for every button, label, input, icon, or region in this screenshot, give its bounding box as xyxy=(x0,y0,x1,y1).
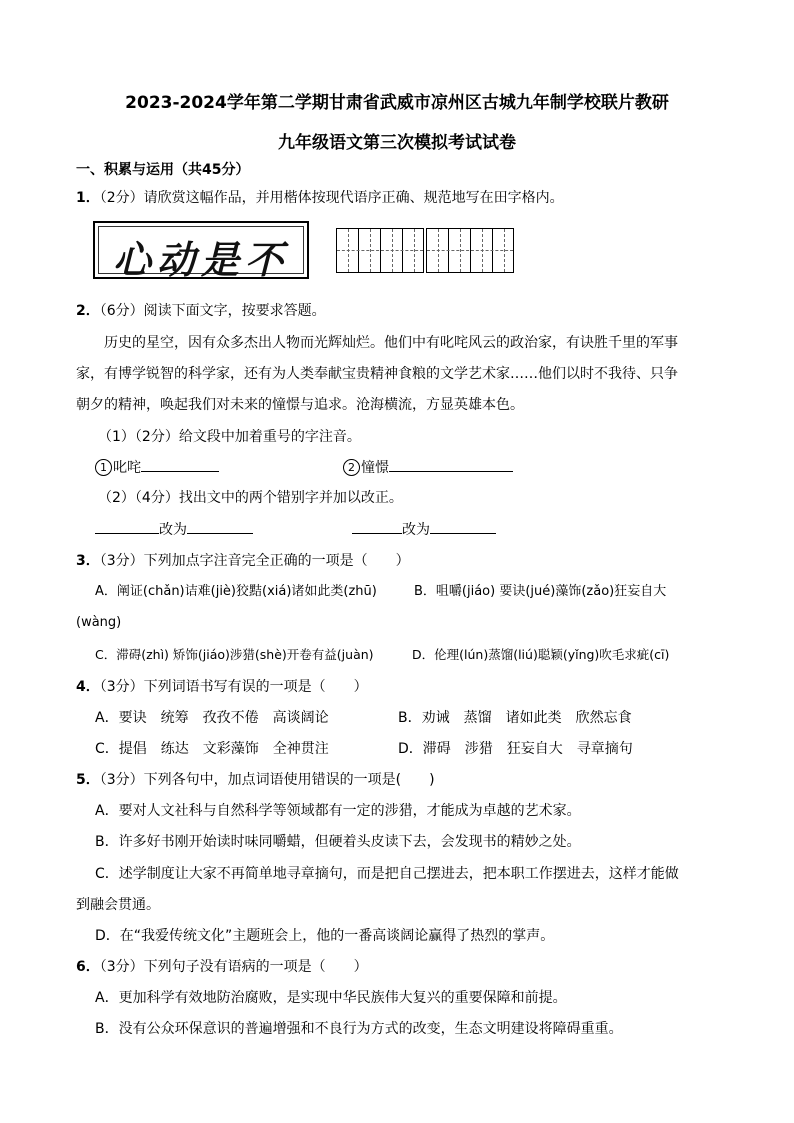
answer-blank[interactable] xyxy=(389,457,513,472)
calligraphy-image xyxy=(93,221,309,279)
question-number: 6． xyxy=(76,959,100,975)
circled-number: 1 xyxy=(95,459,112,476)
option-c[interactable]: C．滞碍(zhì) 矫饰(jiáo)涉猎(shè)开卷有益(juàn) xyxy=(95,647,374,662)
question-text: （3分）下列句子没有语病的一项是（ ） xyxy=(99,959,368,975)
option-c[interactable]: C．述学制度让大家不再简单地寻章摘句，而是把自己摆进去，把本职工作摆进去，这样才能做 xyxy=(95,866,679,882)
option-a[interactable]: A．要对人文社科与自然科学等领域都有一定的涉猎，才能成为卓越的艺术家。 xyxy=(95,803,581,819)
answer-blank[interactable] xyxy=(187,519,253,534)
question-3 xyxy=(76,551,410,571)
subquestion-1: （1）（2分）给文段中加着重号的字注音。 xyxy=(98,429,361,445)
question-text: （3分）下列加点字注音完全正确的一项是（ ） xyxy=(99,553,410,569)
option-a[interactable]: A．阐证(chǎn)诘难(jiè)狡黠(xiá)诸如此类(zhū) xyxy=(95,584,377,599)
section-heading: 一、积累与运用（共45分） xyxy=(76,162,250,178)
tianzige-grid-2[interactable] xyxy=(426,228,514,273)
question-text: （3分）下列词语书写有误的一项是（ ） xyxy=(99,679,368,695)
option-b[interactable]: B．劝诫 蒸馏 诸如此类 欣然忘食 xyxy=(398,710,632,726)
option-b-continued: (wàng) xyxy=(76,615,122,630)
pinyin-item-1 xyxy=(95,457,219,478)
passage-line-2: 家，有博学锐智的科学家，还有为人类奉献宝贵精神食粮的文学艺术家……他们以时不我待、只争 xyxy=(76,366,678,382)
question-6 xyxy=(76,957,368,977)
question-number: 4． xyxy=(76,679,100,695)
correction-row-1 xyxy=(95,519,253,540)
option-b[interactable]: B．没有公众环保意识的普遍增强和不良行为方式的改变，生态文明建设将障碍重重。 xyxy=(95,1021,623,1037)
passage-line-1: 历史的星空，因有众多杰出人物而光辉灿烂。他们中有叱咤风云的政治家，有诀胜千里的军事 xyxy=(104,335,678,351)
question-4 xyxy=(76,677,368,697)
correction-row-2 xyxy=(352,519,496,540)
question-text: （2分）请欣赏这幅作品，并用楷体按现代语序正确、规范地写在田字格内。 xyxy=(99,190,564,206)
option-a[interactable]: A．要诀 统筹 孜孜不倦 高谈阔论 xyxy=(95,710,329,726)
exam-title-line2: 九年级语文第三次模拟考试试卷 xyxy=(278,133,516,153)
change-label: 改为 xyxy=(159,522,187,538)
question-number: 5． xyxy=(76,772,100,788)
question-number: 3． xyxy=(76,553,100,569)
tianzige-grid-1[interactable] xyxy=(336,228,424,273)
option-b[interactable]: B．许多好书刚开始读时味同嚼蜡，但硬着头皮读下去，会发现书的精妙之处。 xyxy=(95,834,581,850)
question-5 xyxy=(76,770,435,790)
option-c[interactable]: C．提倡 练达 文彩藻饰 全神贯注 xyxy=(95,741,329,757)
option-d[interactable]: D．在“我爱传统文化”主题班会上，他的一番高谈阔论赢得了热烈的掌声。 xyxy=(95,928,555,944)
question-text: （3分）下列各句中，加点词语使用错误的一项是( ) xyxy=(99,772,435,788)
option-b[interactable]: B．咀嚼(jiáo) 要诀(jué)藻饰(zǎo)狂妄自大 xyxy=(414,584,667,599)
passage-line-3: 朝夕的精神，唤起我们对未来的憧憬与追求。沧海横流，方显英雄本色。 xyxy=(76,397,524,413)
option-d[interactable]: D．滞碍 涉猎 狂妄自大 寻章摘句 xyxy=(398,741,633,757)
item-word: 憧憬 xyxy=(361,460,389,476)
item-word: 叱咤 xyxy=(113,460,141,476)
calligraphy-characters: 心动是不 xyxy=(112,237,289,279)
answer-blank[interactable] xyxy=(95,519,159,534)
option-c-continued: 到融会贯通。 xyxy=(76,897,160,913)
option-a[interactable]: A．更加科学有效地防治腐败，是实现中华民族伟大复兴的重要保障和前提。 xyxy=(95,990,567,1006)
question-1 xyxy=(76,188,564,208)
question-number: 2． xyxy=(76,303,100,319)
subquestion-2: （2）（4分）找出文中的两个错别字并加以改正。 xyxy=(98,490,403,506)
question-text: （6分）阅读下面文字，按要求答题。 xyxy=(99,303,326,319)
answer-blank[interactable] xyxy=(141,457,219,472)
question-number: 1． xyxy=(76,190,100,206)
circled-number: 2 xyxy=(343,459,360,476)
pinyin-item-2 xyxy=(343,457,513,478)
question-2 xyxy=(76,301,326,321)
option-d[interactable]: D．伦理(lún)蒸馏(liú)聪颖(yǐng)吹毛求疵(cī) xyxy=(412,647,670,662)
exam-title-line1: 2023-2024学年第二学期甘肃省武威市凉州区古城九年制学校联片教研 xyxy=(125,93,669,113)
answer-blank[interactable] xyxy=(352,519,402,534)
change-label: 改为 xyxy=(402,522,430,538)
answer-blank[interactable] xyxy=(430,519,496,534)
